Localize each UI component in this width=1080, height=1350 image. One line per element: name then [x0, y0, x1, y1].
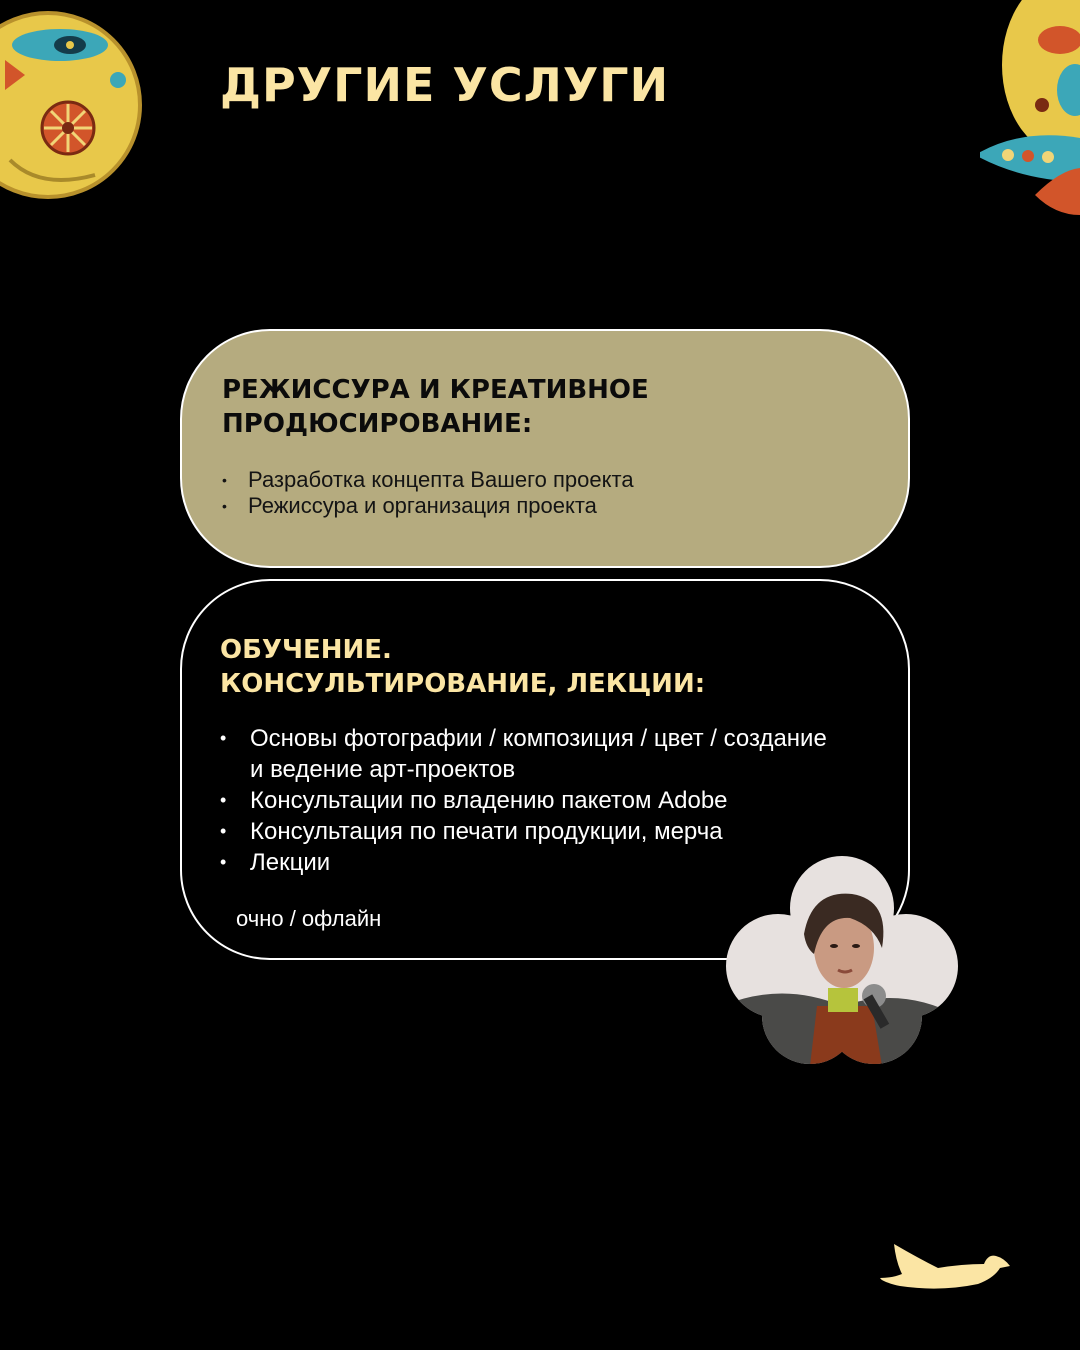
service-title-directing: РЕЖИССУРА И КРЕАТИВНОЕ ПРОДЮСИРОВАНИЕ: — [222, 375, 649, 439]
folk-art-ornament-icon — [0, 0, 145, 215]
page-title: ДРУГИЕ УСЛУГИ — [220, 58, 670, 112]
flower-ornament-icon — [980, 0, 1080, 230]
service-title-line-2: КОНСУЛЬТИРОВАНИЕ, ЛЕКЦИИ: — [220, 669, 706, 699]
service-list-education — [220, 723, 908, 878]
goose-icon — [880, 1238, 1012, 1292]
service-title-line-1: ОБУЧЕНИЕ. — [220, 635, 392, 665]
service-card-directing — [180, 329, 910, 568]
flower-photo-icon — [722, 856, 958, 1066]
format-label: очно / офлайн — [236, 906, 382, 931]
list-item: • Консультация по печати продукции, мерча — [220, 816, 840, 847]
service-list-directing — [222, 467, 908, 519]
list-item: • Консультации по владению пакетом Adobe — [220, 785, 840, 816]
list-item: • Разработка концепта Вашего проекта — [222, 467, 908, 493]
service-title-education — [220, 633, 908, 701]
list-item: • Основы фотографии / композиция / цвет / создание и ведение арт-проектов — [220, 723, 840, 785]
list-item: • Лекции — [220, 847, 840, 878]
list-item: • Режиссура и организация проекта — [222, 493, 908, 519]
